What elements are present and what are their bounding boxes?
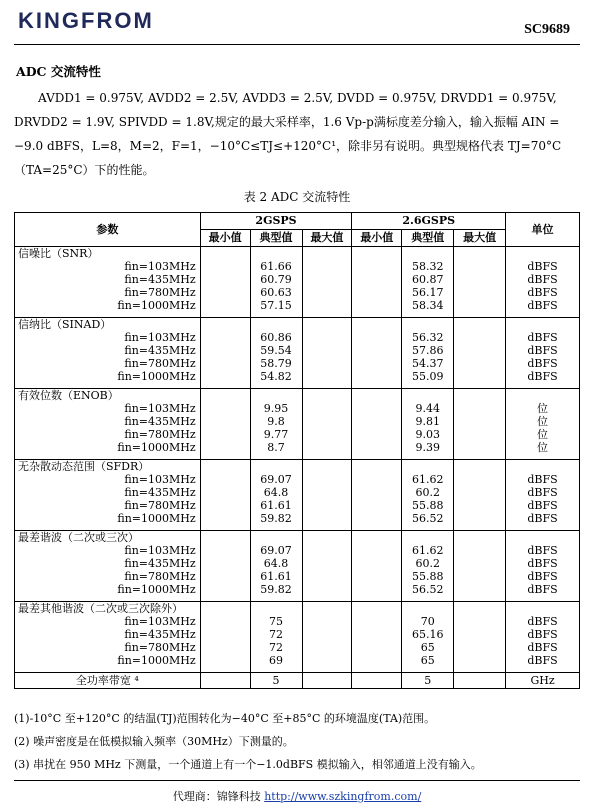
max1-cell xyxy=(302,318,352,389)
typ-value: 8.7 xyxy=(267,441,285,454)
units-cell xyxy=(506,247,580,318)
max1-cell xyxy=(302,531,352,602)
typ-value: 65 xyxy=(420,641,435,654)
typ-value: 75 xyxy=(269,615,284,628)
typ-value: 61.62 xyxy=(411,544,444,557)
min1-cell xyxy=(200,247,250,318)
typ-value: 9.77 xyxy=(263,428,289,441)
min1-cell xyxy=(200,460,250,531)
param-cell xyxy=(15,318,201,389)
typ1-cell xyxy=(250,531,302,602)
header-divider xyxy=(14,44,580,45)
group-header-2gsps: 2GSPS xyxy=(200,213,352,230)
freq-label: fin=1000MHz xyxy=(117,441,196,454)
typ-value: 9.03 xyxy=(415,428,440,441)
typ-value: 58.32 xyxy=(411,260,444,273)
unit-value: dBFS xyxy=(527,273,558,286)
freq-label: fin=103MHz xyxy=(124,402,196,415)
paragraph-line: −9.0 dBFS，L=8，M=2，F=1，−10°C≤TJ≤+120°C¹，除非另有说明。典型规格代表 TJ=70°C xyxy=(14,139,562,153)
empty-cell xyxy=(200,673,250,689)
freq-label: fin=103MHz xyxy=(124,615,196,628)
ac-characteristics-table xyxy=(14,212,580,689)
typ-value: 9.44 xyxy=(415,402,440,415)
sub-header: 最小值 xyxy=(200,230,250,247)
unit-value: dBFS xyxy=(527,344,558,357)
unit-value: dBFS xyxy=(527,615,558,628)
typ-value: 55.88 xyxy=(411,499,444,512)
param-cell xyxy=(15,247,201,318)
table-row xyxy=(15,602,580,673)
typ-value: 59.82 xyxy=(260,583,292,596)
typ-value: 65 xyxy=(420,654,435,667)
typ-value: 61.61 xyxy=(260,499,292,512)
units-cell xyxy=(506,318,580,389)
param-cell xyxy=(15,460,201,531)
freq-label: fin=435MHz xyxy=(124,557,196,570)
typ-value: 9.8 xyxy=(267,415,285,428)
table-caption: 表 2 ADC 交流特性 xyxy=(243,190,351,204)
param-title: 最差谐波（二次或三次） xyxy=(18,531,139,544)
table-row xyxy=(15,531,580,602)
unit-value: dBFS xyxy=(527,583,558,596)
table-row xyxy=(15,389,580,460)
typ-value: 61.61 xyxy=(260,570,292,583)
units-cell xyxy=(506,389,580,460)
group-header-2-6gsps: 2.6GSPS xyxy=(352,213,506,230)
typ1-cell xyxy=(250,318,302,389)
max2-cell xyxy=(454,460,506,531)
typ-value: 72 xyxy=(269,628,284,641)
footnote: (3) 串扰在 950 MHz 下测量，一个通道上有一个−1.0dBFS 模拟输入，相邻通道上没有输入。 xyxy=(14,758,482,771)
min2-cell xyxy=(352,602,402,673)
unit-value: dBFS xyxy=(527,286,558,299)
freq-label: fin=1000MHz xyxy=(117,512,196,525)
min1-cell xyxy=(200,318,250,389)
freq-label: fin=1000MHz xyxy=(117,654,196,667)
unit-value: dBFS xyxy=(527,473,558,486)
max1-cell xyxy=(302,389,352,460)
param-title: 无杂散动态范围（SFDR） xyxy=(18,460,150,473)
min2-cell xyxy=(352,460,402,531)
typ-value: 58.79 xyxy=(260,357,292,370)
typ-value: 57.86 xyxy=(411,344,444,357)
typ-value: 55.09 xyxy=(411,370,444,383)
paragraph-line: DRVDD2 = 1.9V, SPIVDD = 1.8V,规定的最大采样率，1.6 Vp-p满标度差分输入，输入振幅 AIN = xyxy=(14,115,560,129)
footer-link[interactable]: http://www.szkingfrom.com/ xyxy=(264,790,422,803)
typ1-cell xyxy=(250,602,302,673)
sub-header: 典型值 xyxy=(402,230,454,247)
typ-value: 70 xyxy=(420,615,435,628)
unit-header: 单位 xyxy=(506,213,580,247)
unit-value: dBFS xyxy=(527,370,558,383)
typ2-cell xyxy=(402,460,454,531)
bandwidth-row xyxy=(15,673,580,689)
typ-value: 61.62 xyxy=(411,473,444,486)
typ1-cell xyxy=(250,247,302,318)
unit-value: dBFS xyxy=(527,499,558,512)
typ-value: 56.17 xyxy=(411,286,444,299)
typ-value: 9.39 xyxy=(415,441,440,454)
min2-cell xyxy=(352,247,402,318)
unit-value: 位 xyxy=(537,415,549,428)
typ-value: 58.34 xyxy=(411,299,444,312)
conditions-paragraph xyxy=(14,86,580,182)
empty-cell xyxy=(302,673,352,689)
empty-cell xyxy=(352,673,402,689)
min1-cell xyxy=(200,531,250,602)
table-row xyxy=(15,247,580,318)
unit-value: dBFS xyxy=(527,357,558,370)
min2-cell xyxy=(352,318,402,389)
freq-label: fin=103MHz xyxy=(124,260,196,273)
empty-cell xyxy=(454,673,506,689)
paragraph-line: （TA=25°C）下的性能。 xyxy=(14,163,155,177)
model-number: SC9689 xyxy=(524,22,570,37)
unit-value: 位 xyxy=(537,402,549,415)
typ-value: 60.86 xyxy=(260,331,292,344)
freq-label: fin=780MHz xyxy=(124,570,196,583)
bandwidth-typ1: 5 xyxy=(250,673,302,689)
min2-cell xyxy=(352,389,402,460)
unit-value: dBFS xyxy=(527,512,558,525)
unit-value: dBFS xyxy=(527,557,558,570)
typ-value: 60.2 xyxy=(415,486,440,499)
freq-label: fin=780MHz xyxy=(124,641,196,654)
typ-value: 60.63 xyxy=(260,286,292,299)
typ-value: 56.32 xyxy=(411,331,444,344)
typ-value: 69.07 xyxy=(260,473,292,486)
typ-value: 64.8 xyxy=(263,557,289,570)
typ-value: 69.07 xyxy=(260,544,292,557)
freq-label: fin=103MHz xyxy=(124,473,196,486)
typ-value: 59.54 xyxy=(260,344,292,357)
max2-cell xyxy=(454,602,506,673)
freq-label: fin=1000MHz xyxy=(117,299,196,312)
footnote: (2) 噪声密度是在低模拟输入频率（30MHz）下测量的。 xyxy=(14,735,294,748)
unit-value: 位 xyxy=(537,441,549,454)
typ-value: 65.16 xyxy=(411,628,444,641)
unit-value: dBFS xyxy=(527,570,558,583)
min2-cell xyxy=(352,531,402,602)
param-title: 信纳比（SINAD） xyxy=(18,318,112,331)
typ-value: 56.52 xyxy=(411,583,444,596)
units-cell xyxy=(506,602,580,673)
freq-label: fin=780MHz xyxy=(124,286,196,299)
max1-cell xyxy=(302,247,352,318)
typ2-cell xyxy=(402,389,454,460)
typ2-cell xyxy=(402,602,454,673)
table-row xyxy=(15,318,580,389)
unit-value: dBFS xyxy=(527,654,558,667)
freq-label: fin=780MHz xyxy=(124,428,196,441)
max2-cell xyxy=(454,531,506,602)
typ-value: 59.82 xyxy=(260,512,292,525)
typ2-cell xyxy=(402,247,454,318)
freq-label: fin=103MHz xyxy=(124,331,196,344)
typ-value: 60.2 xyxy=(415,557,440,570)
min1-cell xyxy=(200,602,250,673)
unit-value: dBFS xyxy=(527,641,558,654)
sub-header: 最大值 xyxy=(454,230,506,247)
param-cell xyxy=(15,602,201,673)
page-footer xyxy=(0,788,594,804)
typ-value: 57.15 xyxy=(260,299,292,312)
sub-header: 最小值 xyxy=(352,230,402,247)
unit-value: dBFS xyxy=(527,628,558,641)
unit-value: 位 xyxy=(537,428,549,441)
freq-label: fin=780MHz xyxy=(124,357,196,370)
typ-value: 55.88 xyxy=(411,570,444,583)
typ-value: 54.82 xyxy=(260,370,292,383)
footnote: (1)-10°C 至+120°C 的结温(TJ)范围转化为−40°C 至+85°C 的环境温度(TA)范围。 xyxy=(14,712,436,725)
typ-value: 56.52 xyxy=(411,512,444,525)
unit-value: dBFS xyxy=(527,260,558,273)
max2-cell xyxy=(454,247,506,318)
param-cell xyxy=(15,389,201,460)
param-title: 有效位数（ENOB） xyxy=(18,389,119,402)
typ-value: 60.79 xyxy=(260,273,292,286)
bandwidth-unit: GHz xyxy=(506,673,580,689)
freq-label: fin=435MHz xyxy=(124,273,196,286)
unit-value: dBFS xyxy=(527,331,558,344)
units-cell xyxy=(506,531,580,602)
freq-label: fin=1000MHz xyxy=(117,370,196,383)
max1-cell xyxy=(302,460,352,531)
typ2-cell xyxy=(402,531,454,602)
sub-header: 最大值 xyxy=(302,230,352,247)
typ-value: 64.8 xyxy=(263,486,289,499)
units-cell xyxy=(506,460,580,531)
freq-label: fin=435MHz xyxy=(124,628,196,641)
max2-cell xyxy=(454,318,506,389)
typ1-cell xyxy=(250,389,302,460)
param-cell xyxy=(15,531,201,602)
freq-label: fin=435MHz xyxy=(124,415,196,428)
typ-value: 61.66 xyxy=(260,260,292,273)
bandwidth-typ2: 5 xyxy=(402,673,454,689)
footer-agent: 代理商：锦锋科技 xyxy=(172,790,261,803)
section-title: ADC 交流特性 xyxy=(16,64,101,79)
page-header xyxy=(0,0,594,48)
typ-value: 60.87 xyxy=(411,273,444,286)
typ2-cell xyxy=(402,318,454,389)
freq-label: fin=103MHz xyxy=(124,544,196,557)
param-header: 参数 xyxy=(15,213,201,247)
sub-header: 典型值 xyxy=(250,230,302,247)
freq-label: fin=435MHz xyxy=(124,344,196,357)
typ-value: 9.81 xyxy=(415,415,440,428)
typ-value: 69 xyxy=(269,654,284,667)
bandwidth-label: 全功率带宽 ⁴ xyxy=(15,673,201,689)
max1-cell xyxy=(302,602,352,673)
typ1-cell xyxy=(250,460,302,531)
unit-value: dBFS xyxy=(527,486,558,499)
typ-value: 72 xyxy=(269,641,284,654)
unit-value: dBFS xyxy=(527,544,558,557)
freq-label: fin=780MHz xyxy=(124,499,196,512)
freq-label: fin=435MHz xyxy=(124,486,196,499)
footer-divider xyxy=(14,780,580,781)
param-title: 最差其他谐波（二次或三次除外） xyxy=(18,602,183,615)
min1-cell xyxy=(200,389,250,460)
typ-value: 54.37 xyxy=(411,357,444,370)
table-row xyxy=(15,460,580,531)
typ-value: 9.95 xyxy=(263,402,289,415)
paragraph-line: AVDD1 = 0.975V, AVDD2 = 2.5V, AVDD3 = 2.5V, DVDD = 0.975V, DRVDD1 = 0.975V, xyxy=(14,91,557,105)
freq-label: fin=1000MHz xyxy=(117,583,196,596)
unit-value: dBFS xyxy=(527,299,558,312)
param-title: 信噪比（SNR） xyxy=(18,247,99,260)
company-logo: KINGFROM xyxy=(18,8,154,33)
max2-cell xyxy=(454,389,506,460)
